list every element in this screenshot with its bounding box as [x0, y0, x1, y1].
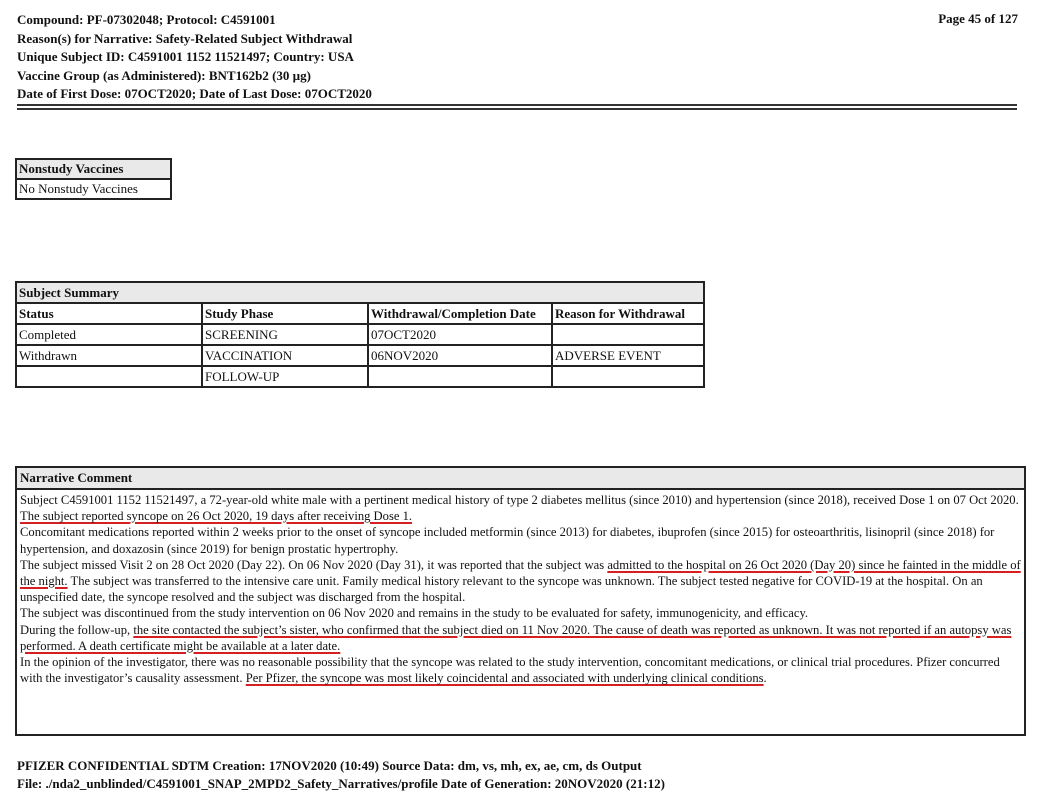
- narrative-text: During the follow-up,: [20, 622, 134, 637]
- header-divider: [17, 104, 1017, 112]
- nonstudy-vaccines-title: Nonstudy Vaccines: [16, 159, 171, 179]
- table-row: [16, 366, 704, 387]
- narrative-text: In the opinion of the investigator, there was no reasonable possibility that the syncope was related to the study intervention, concomitant medications, or clinical trial procedures. Pfizer concurred with the investigator’s causality assessment.: [20, 655, 1000, 686]
- study-phase-cell: FOLLOW-UP: [202, 366, 368, 387]
- narrative-paragraph: The subject was discontinued from the study intervention on 06 Nov 2020 and remains in the study to be evaluated for safety, immunogenicity, and efficacy.: [20, 606, 809, 621]
- narrative-paragraph: [20, 557, 1021, 606]
- narrative-comment-box: [15, 466, 1026, 736]
- subject-id-line: Unique Subject ID: C4591001 1152 11521497; Country: USA: [17, 49, 354, 64]
- narrative-paragraph: [20, 654, 1021, 686]
- highlighted-text: the site contacted the subject’s sister, who confirmed that the subject died on 11 Nov 2020. The cause of death was reported as unknown. It was not reported if an autopsy was performed. A death certificate might be available at a later date.: [20, 622, 1012, 653]
- document-footer: [17, 757, 665, 793]
- narrative-text: The subject was transferred to the intensive care unit. Family medical history relevant to the syncope was unknown. The subject tested negative for COVID-19 at the hospital. On an unspecified date, the syncope resolved and the subject was discharged from the hospital.: [20, 574, 983, 605]
- nonstudy-vaccines-table: [15, 158, 172, 200]
- column-header-withdrawal-date: Withdrawal/Completion Date: [368, 303, 552, 324]
- footer-line-2: File: ./nda2_unblinded/C4591001_SNAP_2MPD2_Safety_Narratives/profile Date of Generation: 20NOV2020 (21:12): [17, 776, 665, 791]
- study-phase-cell: SCREENING: [202, 324, 368, 345]
- nonstudy-vaccines-value: No Nonstudy Vaccines: [16, 179, 171, 199]
- column-header-study-phase: Study Phase: [202, 303, 368, 324]
- column-header-status: Status: [16, 303, 202, 324]
- status-cell: Completed: [16, 324, 202, 345]
- narrative-comment-title: Narrative Comment: [17, 468, 1024, 490]
- subject-summary-title: Subject Summary: [16, 282, 704, 303]
- reason-cell: [552, 366, 704, 387]
- reason-cell: ADVERSE EVENT: [552, 345, 704, 366]
- table-row: [16, 324, 704, 345]
- footer-line-1: PFIZER CONFIDENTIAL SDTM Creation: 17NOV2020 (10:49) Source Data: dm, vs, mh, ex, ae, cm, ds Output: [17, 758, 642, 773]
- narrative-text: Subject C4591001 1152 11521497, a 72-year-old white male with a pertinent medical history of type 2 diabetes mellitus (since 2010) and hypertension (since 2018), received Dose 1 on 07 Oct 2020.: [20, 493, 1019, 507]
- document-header: [17, 11, 372, 104]
- highlighted-text: Per Pfizer, the syncope was most likely coincidental and associated with underlying clinical conditions: [245, 671, 764, 686]
- date-cell: 07OCT2020: [368, 324, 552, 345]
- column-header-reason: Reason for Withdrawal: [552, 303, 704, 324]
- date-cell: 06NOV2020: [368, 345, 552, 366]
- dose-dates-line: Date of First Dose: 07OCT2020; Date of Last Dose: 07OCT2020: [17, 86, 372, 101]
- narrative-text: The subject missed Visit 2 on 28 Oct 2020 (Day 22). On 06 Nov 2020 (Day 31), it was reported that the subject was: [20, 557, 608, 572]
- narrative-comment-body: [17, 490, 1024, 688]
- highlighted-text: The subject reported syncope on 26 Oct 2020, 19 days after receiving Dose 1.: [20, 509, 413, 524]
- study-phase-cell: VACCINATION: [202, 345, 368, 366]
- narrative-paragraph: Concomitant medications reported within 2 weeks prior to the onset of syncope included metformin (since 2013) for diabetes, ibuprofen (since 2015) for osteoarthritis, lisinopril (since 2018) for hypertension, and doxazosin (since 2019) for benign prostatic hypertrophy.: [20, 525, 995, 556]
- narrative-paragraph: [20, 492, 1021, 524]
- date-cell: [368, 366, 552, 387]
- table-header-row: [16, 303, 704, 324]
- narrative-text: .: [763, 671, 767, 686]
- narrative-reason-line: Reason(s) for Narrative: Safety-Related Subject Withdrawal: [17, 30, 353, 46]
- narrative-paragraph: [20, 622, 1021, 654]
- table-row: [16, 345, 704, 366]
- status-cell: Withdrawn: [16, 345, 202, 366]
- page-number: Page 45 of 127: [938, 11, 1018, 26]
- status-cell: [16, 366, 202, 387]
- subject-summary-table: [15, 281, 705, 388]
- reason-cell: [552, 324, 704, 345]
- compound-protocol-line: Compound: PF-07302048; Protocol: C4591001: [17, 12, 276, 27]
- highlighted-text: admitted to the hospital on 26 Oct 2020 (Day 20) since he fainted in the middle of the night.: [20, 557, 1021, 589]
- vaccine-group-line: Vaccine Group (as Administered): BNT162b2 (30 µg): [17, 67, 311, 83]
